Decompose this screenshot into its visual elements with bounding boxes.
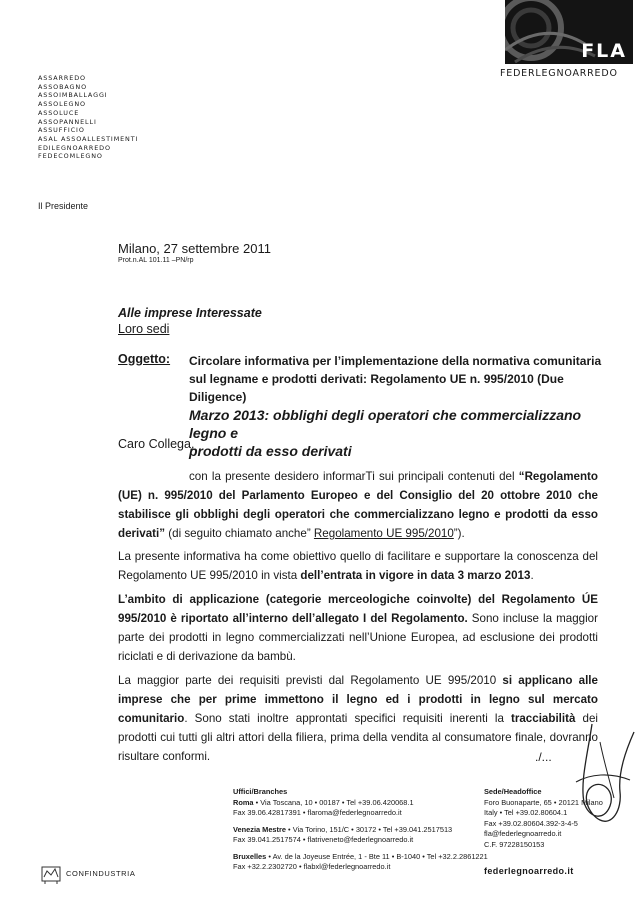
footer-branches (233, 787, 513, 873)
paragraph-underlined-text: Regolamento UE 995/2010 (313, 527, 454, 540)
association-item: ASSOIMBALLAGGI (38, 91, 108, 100)
paragraph-bold-text: L’ambito di applicazione (categorie merceologiche coinvolte) del Regolamento ÚE 995/2010 è riportato all’interno dell’allegato I del Regolamento. (118, 593, 598, 625)
date-line: Milano, 27 settembre 2011 (118, 241, 271, 256)
paragraph-text: Sono incluse la maggior parte dei prodotti in legno commercializzati nell’Unione Europea, ad esclusione dei prodotti riciclati e di derivazione da bambù. (118, 612, 598, 663)
subject-text (189, 352, 609, 406)
footer-roma-line-1 (233, 798, 513, 809)
paragraph-text: La presente informativa ha come obiettivo quello di facilitare e supportare la conoscenza del Regolamento UE 995/2010 in vista (118, 550, 598, 582)
headline-line-2: prodotti da esso derivati (189, 443, 352, 459)
footer-headoffice-title: Sede/Headoffice (484, 787, 542, 796)
protocol-number: Prot.n.AL 101.11 –PN/rp (118, 257, 194, 264)
addressee-line-1: Alle imprese Interessate (118, 306, 262, 320)
paragraph-text: (di seguito chiamato anche” (165, 527, 314, 540)
footer-roma-address: • Via Toscana, 10 • 00187 • Tel +39.06.420068.1 (253, 797, 414, 807)
association-item: FEDECOMLEGNO (38, 152, 103, 161)
continuation-mark: ./... (535, 750, 552, 764)
footer-venezia-line-2: Fax 39.041.2517574 • flatriveneto@federlegnoarredo.it (233, 835, 414, 844)
paragraph-text: . Sono stati inoltre approntati specifici requisiti inerenti la (184, 712, 511, 725)
footer-roma-name: Roma (233, 797, 254, 807)
association-item: ASSUFFICIO (38, 126, 85, 135)
association-item: ASSOBAGNO (38, 82, 88, 91)
headline-line-1: Marzo 2013: obblighi degli operatori che commercializzano legno e (189, 407, 582, 441)
fla-logo-text: FLA (581, 40, 627, 62)
subject-line-2: sul legname e prodotti derivati: Regolamento UE n. 995/2010 (Due Diligence) (189, 372, 564, 404)
footer-bruxelles-name: Bruxelles (233, 851, 267, 861)
footer-bruxelles-line-1 (233, 852, 513, 863)
footer-headoffice-line: fla@federlegnoarredo.it (484, 829, 562, 838)
association-item: ASAL ASSOALLESTIMENTI (38, 134, 139, 143)
confindustria-emblem-icon (40, 863, 62, 885)
paragraph-scope (118, 590, 598, 666)
footer-venezia-address: • Via Torino, 151/C • 30172 • Tel +39.041.2517513 (286, 824, 453, 834)
footer-roma-line-2: Fax 39.06.42817391 • flaroma@federlegnoarredo.it (233, 808, 402, 817)
association-item: ASSARREDO (38, 74, 86, 82)
footer-bruxelles-line-2: Fax +32.2.2302720 • flabxl@federlegnoarredo.it (233, 862, 391, 871)
footer-headoffice (484, 787, 634, 850)
fla-logo (505, 0, 633, 64)
footer-headoffice-line: Fax +39.02.80604.392-3-4-5 (484, 818, 578, 828)
association-item: ASSOPANNELLI (38, 117, 97, 126)
paragraph-bold-text: “Regolamento (UE) n. 995/2010 del Parlamento Europeo e del Consiglio del 20 ottobre 2010 che stabilisce gli obblighi degli operatori che commercializzano legno e prodotti da esso derivati” (118, 470, 598, 540)
association-item: ASSOLEGNO (38, 100, 86, 109)
paragraph-objective (118, 547, 598, 585)
paragraph-text: La maggior parte dei requisiti previsti dal Regolamento UE 995/2010 (118, 674, 503, 687)
footer-headoffice-line: Italy • Tel +39.02.80604.1 (484, 808, 568, 817)
greeting: Caro Collega, (118, 437, 195, 451)
addressee-line-2: Loro sedi (118, 322, 170, 336)
paragraph-text: con la presente desidero informarTi sui principali contenuti del (189, 470, 519, 483)
headline (189, 406, 619, 460)
paragraph-intro (118, 467, 598, 543)
footer-headoffice-line: C.F. 97228150153 (484, 839, 545, 849)
paragraph-text: ”). (453, 527, 465, 540)
association-item: ASSOLUCE (38, 108, 80, 117)
associations-list (38, 74, 138, 161)
footer-venezia-line-1 (233, 825, 513, 836)
paragraph-text: dei prodotti cui tutti gli altri attori della filiera, prima della vendita al consumatore finale, dovranno risultare conformi. (118, 712, 598, 763)
subject-label: Oggetto: (118, 352, 171, 366)
paragraph-text: . (530, 569, 534, 582)
paragraph-bold-text: dell’entrata in vigore in data 3 marzo 2013 (300, 569, 531, 582)
footer-website[interactable]: federlegnoarredo.it (484, 866, 574, 876)
footer-headoffice-line: Foro Buonaparte, 65 • 20121 Milano (484, 797, 603, 807)
brand-name: FEDERLEGNOARREDO (500, 68, 618, 79)
association-item: EDILEGNOARREDO (38, 143, 111, 152)
subject-line-1: Circolare informativa per l’implementazione della normativa comunitaria (189, 354, 602, 368)
footer-venezia-name: Venezia Mestre (233, 824, 286, 834)
paragraph-requirements (118, 671, 598, 766)
footer-bruxelles-address: • Av. de la Joyeuse Entrée, 1 - Bte 11 • B-1040 • Tel +32.2.2861221 (266, 851, 488, 861)
footer-branches-title: Uffici/Branches (233, 787, 288, 796)
confindustria-label: CONFINDUSTRIA (66, 869, 136, 878)
paragraph-bold-text: si applicano alle imprese che per prime immettono il legno ed i prodotti in legno sul mercato comunitario (118, 674, 598, 725)
president-label: Il Presidente (38, 201, 89, 211)
paragraph-bold-text: tracciabilità (510, 712, 576, 725)
